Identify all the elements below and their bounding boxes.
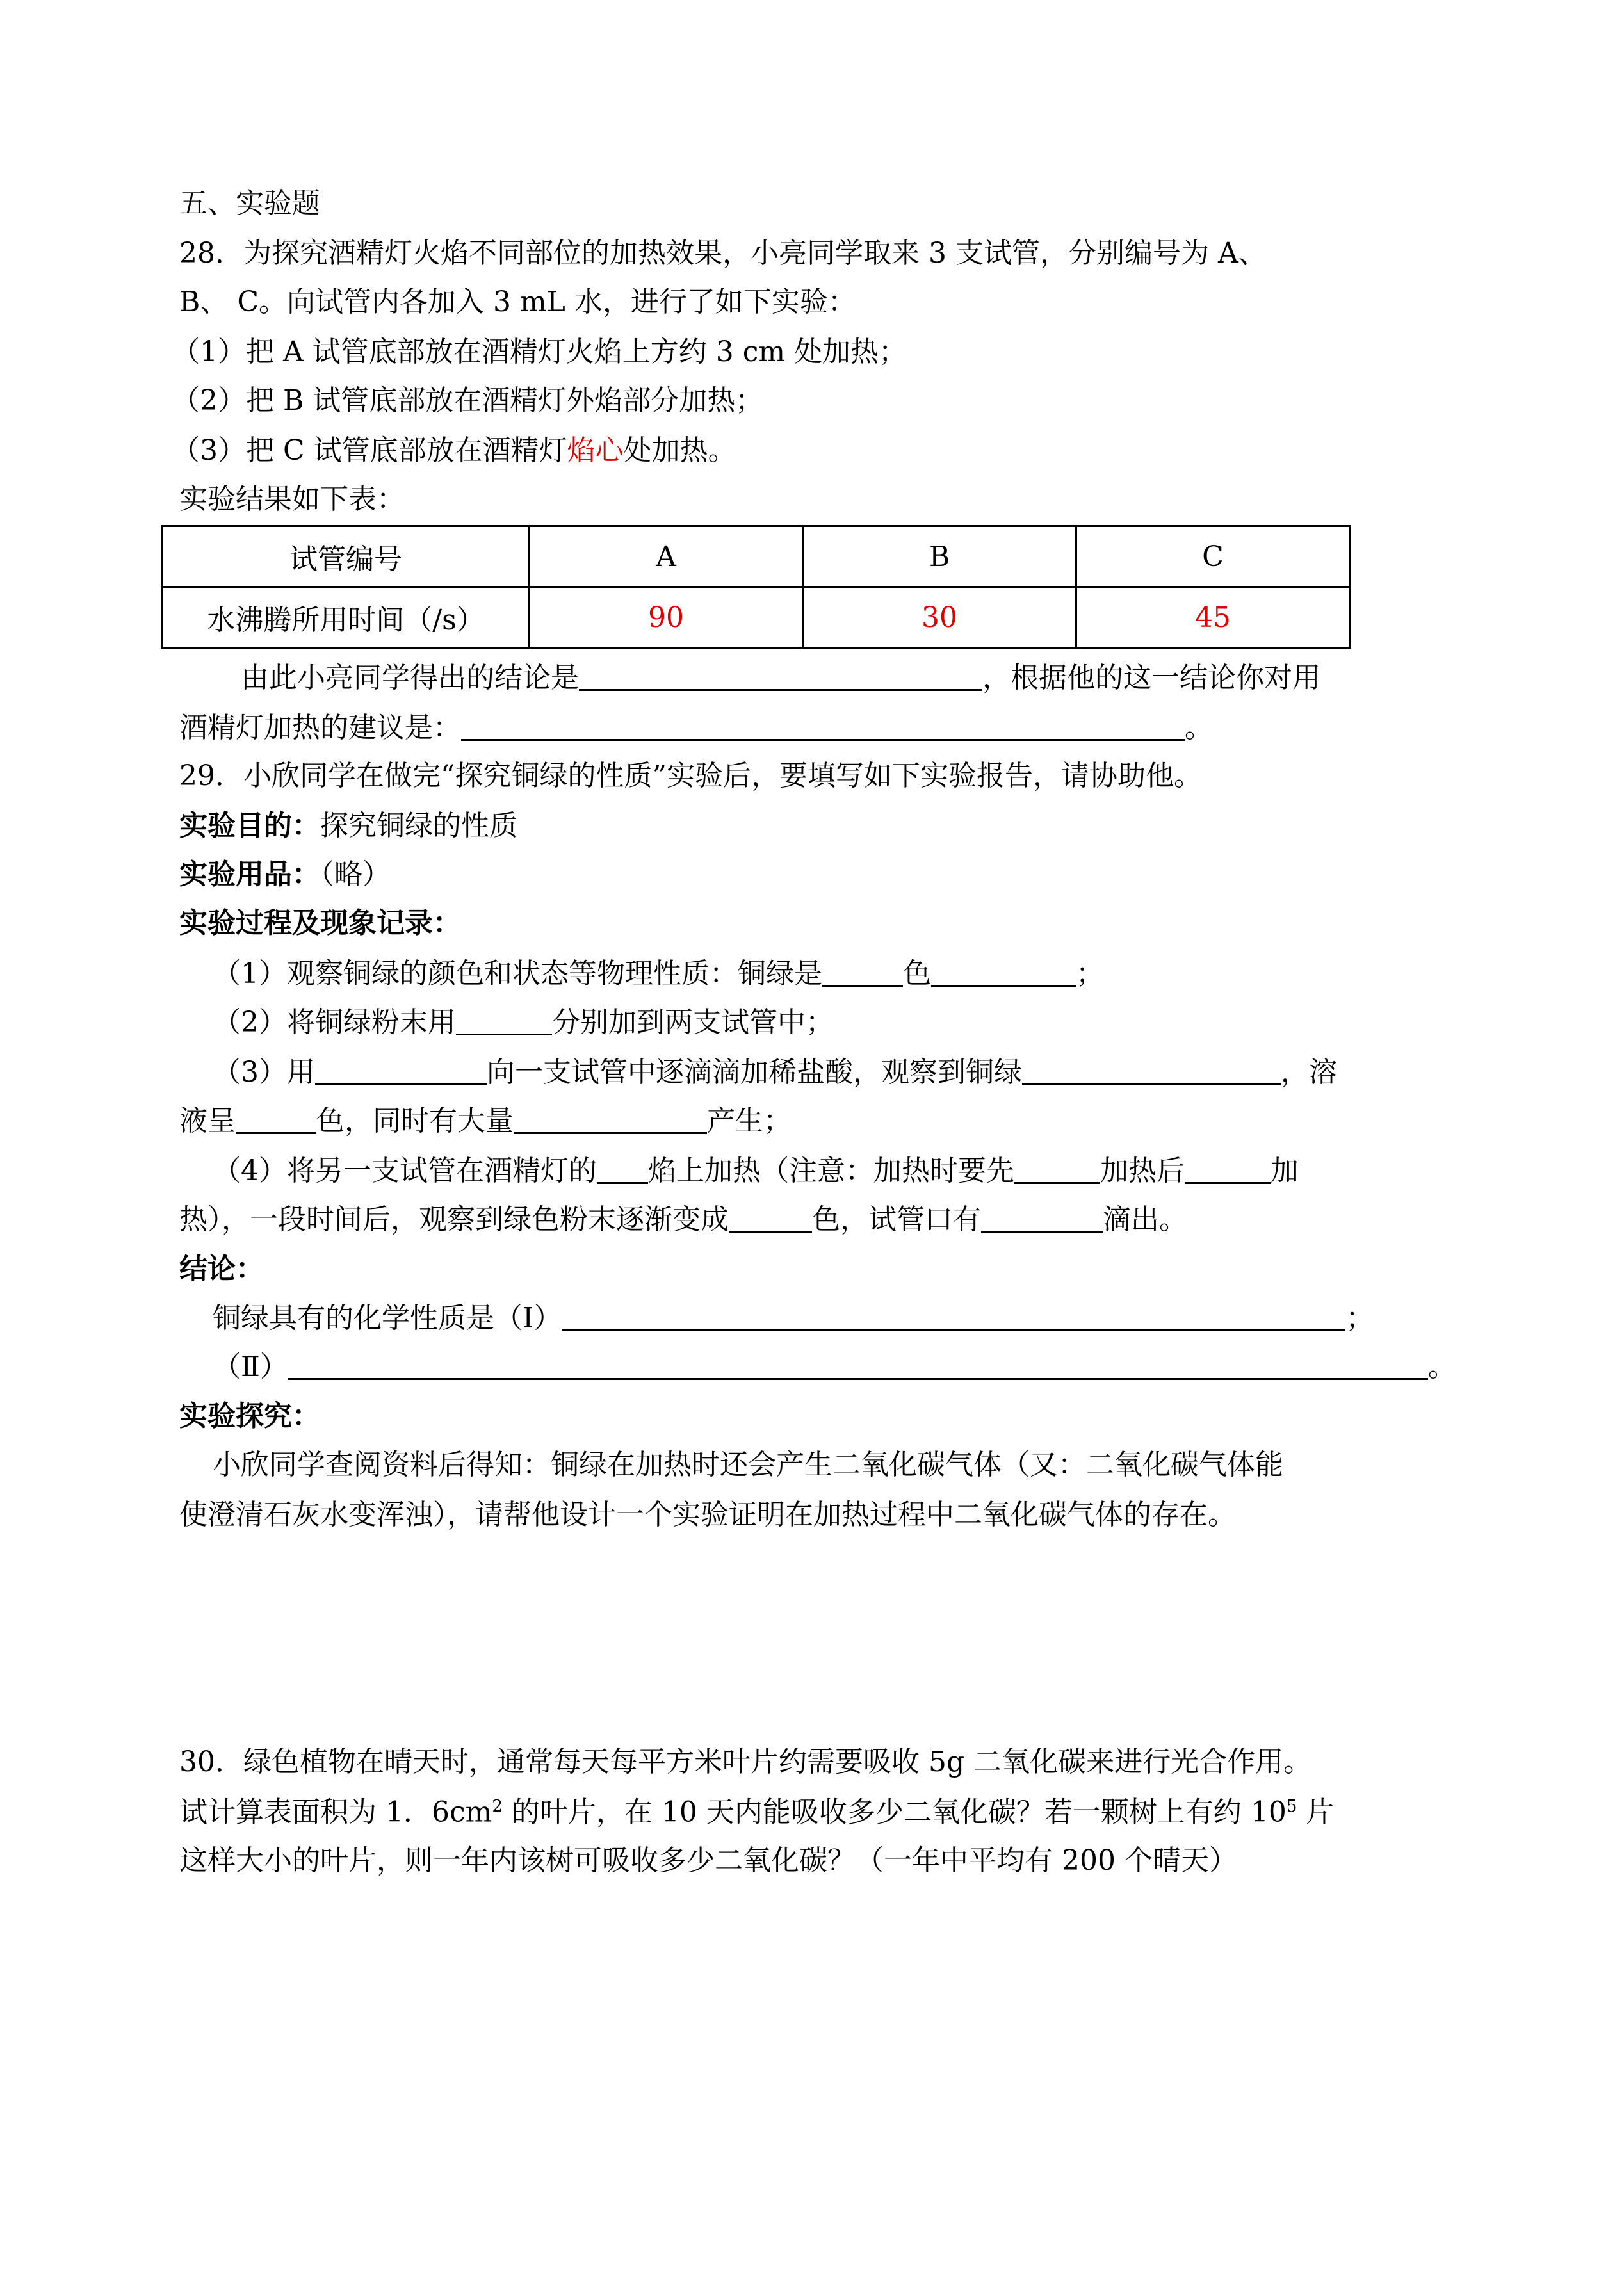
q29-process-4-cont <box>179 1205 1187 1234</box>
answer-blank[interactable] <box>315 1058 487 1085</box>
q28-stem-line-1: 28．为探究酒精灯火焰不同部位的加热效果，小亮同学取来 3 支试管，分别编号为 A、 <box>179 237 1267 270</box>
q28-conclusion-line-1 <box>241 663 1320 692</box>
q30-area-text: 试计算表面积为 1．6cm <box>179 1796 492 1829</box>
q30-question-text: 的叶片，在 10 天内能吸收多少二氧化碳？若一颗树上有约 10 <box>502 1796 1287 1829</box>
q29-c1-text: 铜绿具有的化学性质是（Ⅰ） <box>213 1302 562 1334</box>
q29-p4-observe: 热），一段时间后，观察到绿色粉末逐渐变成 <box>179 1203 729 1236</box>
q29-c1-end: ； <box>1345 1302 1374 1334</box>
table-header-cell: A <box>530 526 803 587</box>
q29-explore-line-1: 小欣同学查阅资料后得知：铜绿在加热时还会产生二氧化碳气体（又：二氧化碳气体能 <box>213 1448 1283 1481</box>
q29-p4-cont: 加 <box>1271 1155 1299 1187</box>
answer-blank[interactable] <box>1014 1156 1100 1184</box>
q28-step-3-prefix: （3）把 C 试管底部放在酒精灯 <box>172 434 567 467</box>
q29-p3-cont: ，溶 <box>1281 1056 1337 1089</box>
q29-p3-solution: 液呈 <box>179 1105 236 1137</box>
q30-superscript-5: 5 <box>1286 1797 1297 1816</box>
q29-p2-end: 分别加到两支试管中； <box>552 1006 834 1039</box>
answer-blank[interactable] <box>597 1156 648 1184</box>
q29-explore-label: 实验探究： <box>179 1400 320 1432</box>
answer-blank[interactable] <box>981 1205 1103 1233</box>
q28-conclusion-text: 由此小亮同学得出的结论是 <box>241 661 579 694</box>
q28-table-intro: 实验结果如下表： <box>179 483 405 515</box>
table-header-cell: C <box>1076 526 1350 587</box>
q29-p3-end: 产生； <box>707 1105 792 1137</box>
q29-process-4 <box>213 1156 1299 1185</box>
q28-suggestion-text: 酒精灯加热的建议是： <box>179 711 461 744</box>
q29-process-3-cont <box>179 1107 792 1135</box>
q28-step-3-highlight: 焰心 <box>567 434 624 467</box>
q29-process-2 <box>213 1008 834 1037</box>
answer-blank[interactable] <box>461 713 1185 741</box>
q29-supplies-label: 实验用品： <box>179 858 320 891</box>
table-row <box>163 587 1350 648</box>
q29-p4-tube: 色，试管口有 <box>812 1203 981 1236</box>
q29-process-1 <box>213 959 1104 988</box>
answer-blank[interactable] <box>729 1205 812 1233</box>
q29-purpose-text: 探究铜绿的性质 <box>320 809 517 842</box>
answer-blank[interactable] <box>514 1107 707 1134</box>
q28-step-3 <box>172 434 736 467</box>
q30-line-2 <box>179 1798 1334 1827</box>
table-cell-value: 90 <box>530 587 803 648</box>
q29-p4-text: （4）将另一支试管在酒精灯的 <box>213 1155 597 1187</box>
answer-blank[interactable] <box>562 1304 1345 1331</box>
table-header-row <box>163 526 1350 587</box>
q28-conclusion-line-2 <box>179 713 1213 742</box>
q28-period: 。 <box>1185 711 1213 744</box>
q29-conclusion-label: 结论： <box>179 1253 264 1285</box>
answer-blank[interactable] <box>456 1008 552 1035</box>
q29-p2-text: （2）将铜绿粉末用 <box>213 1006 456 1039</box>
table-cell-value: 30 <box>803 587 1076 648</box>
answer-blank[interactable] <box>1022 1058 1281 1085</box>
q29-process-label: 实验过程及现象记录： <box>179 907 461 939</box>
q29-conclusion-2 <box>213 1352 1456 1381</box>
q29-p1-text: （1）观察铜绿的颜色和状态等物理性质：铜绿是 <box>213 957 822 990</box>
q29-p3-color: 色，同时有大量 <box>316 1105 514 1137</box>
answer-blank[interactable] <box>822 959 903 987</box>
q29-explore-line-2: 使澄清石灰水变浑浊），请帮他设计一个实验证明在加热过程中二氧化碳气体的存在。 <box>179 1498 1236 1531</box>
table-cell-value: 45 <box>1076 587 1350 648</box>
answer-blank[interactable] <box>931 959 1076 987</box>
q29-p4-end: 滴出。 <box>1103 1203 1187 1236</box>
q30-line-3: 这样大小的叶片，则一年内该树可吸收多少二氧化碳？（一年中平均有 200 个晴天） <box>179 1844 1237 1877</box>
table-header-cell: B <box>803 526 1076 587</box>
q29-p3-observe: 向一支试管中逐滴滴加稀盐酸，观察到铜绿 <box>487 1056 1022 1089</box>
q30-superscript-2: 2 <box>492 1797 503 1816</box>
q29-p1-end: ； <box>1076 957 1104 990</box>
q30-line-1: 30．绿色植物在晴天时，通常每天每平方米叶片约需要吸收 5g 二氧化碳来进行光合作用。 <box>179 1746 1312 1778</box>
q28-suggestion-lead: ，根据他的这一结论你对用 <box>982 661 1320 694</box>
q29-supplies <box>179 858 391 891</box>
section-title: 五、实验题 <box>179 187 320 220</box>
q29-purpose-label: 实验目的： <box>179 809 320 842</box>
q29-supplies-text: （略） <box>320 858 391 891</box>
q29-c2-end: 。 <box>1427 1350 1456 1383</box>
answer-blank[interactable] <box>288 1352 1428 1380</box>
q29-conclusion-1 <box>213 1304 1374 1333</box>
q28-step-2: （2）把 B 试管底部放在酒精灯外焰部分加热； <box>172 384 764 417</box>
q29-stem: 29．小欣同学在做完“探究铜绿的性质”实验后，要填写如下实验报告，请协助他。 <box>179 759 1202 792</box>
q29-purpose <box>179 809 517 842</box>
q29-p1-color: 色 <box>903 957 931 990</box>
q29-p4-then: 加热后 <box>1100 1155 1185 1187</box>
q29-p3-text: （3）用 <box>213 1056 315 1089</box>
q29-p4-note: 焰上加热（注意：加热时要先 <box>648 1155 1014 1187</box>
results-table <box>161 525 1351 649</box>
table-header-cell: 试管编号 <box>163 526 530 587</box>
q28-step-1: （1）把 A 试管底部放在酒精灯火焰上方约 3 cm 处加热； <box>172 336 907 368</box>
q29-c2-text: （Ⅱ） <box>213 1350 288 1383</box>
answer-blank[interactable] <box>236 1107 316 1134</box>
q28-step-3-suffix: 处加热。 <box>623 434 736 467</box>
q29-process-3 <box>213 1058 1337 1087</box>
table-row-label: 水沸腾所用时间（/s） <box>163 587 530 648</box>
answer-blank[interactable] <box>1185 1156 1271 1184</box>
q28-stem-line-2: B、 C。向试管内各加入 3 mL 水，进行了如下实验： <box>179 286 856 318</box>
q30-unit-text: 片 <box>1297 1796 1335 1829</box>
answer-blank[interactable] <box>579 663 982 691</box>
